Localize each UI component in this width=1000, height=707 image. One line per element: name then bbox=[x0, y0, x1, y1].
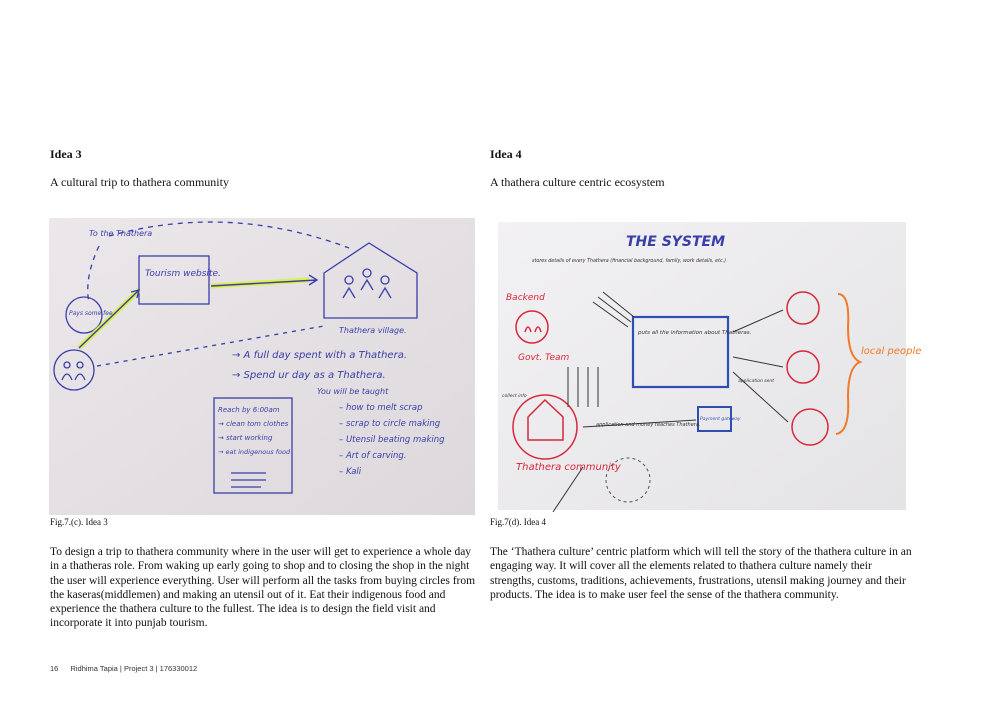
sketch-pays-fee: Pays some fee bbox=[69, 310, 113, 317]
footer-author: Ridhima Tapia | Project 3 | 176330012 bbox=[70, 664, 198, 673]
sketch-spend-day: → Spend ur day as a Thathera. bbox=[232, 370, 386, 381]
sketch-system-title: THE SYSTEM bbox=[626, 234, 726, 250]
sketch-taught-item: – Utensil beating making bbox=[339, 435, 445, 445]
idea4-body: The ‘Thathera culture’ centric platform which will tell the story of the thathera culture in an engaging way. It will cover all the elements related to thathera culture namely their strengths, customs, traditions, achievements, frustrations, utensil making journey and their products. The idea is to make user feel the sense of the thathera community. bbox=[490, 546, 912, 601]
sketch-taught-item: – Art of carving. bbox=[339, 451, 407, 461]
idea4-sketch-photo bbox=[498, 222, 922, 510]
idea4-caption: Fig.7(d). Idea 4 bbox=[490, 517, 546, 527]
sketch-schedule-item: → clean tom clothes bbox=[218, 420, 289, 428]
page-footer bbox=[50, 664, 207, 673]
idea4-heading: Idea 4 bbox=[490, 147, 522, 161]
sketch-tourism-website: Tourism website. bbox=[145, 269, 221, 279]
sketch-local-people: local people bbox=[861, 346, 922, 357]
sketch-thathera-community: Thathera community bbox=[516, 462, 621, 473]
sketch-backend: Backend bbox=[506, 293, 545, 303]
idea3-subtitle: A cultural trip to thathera community bbox=[50, 175, 229, 189]
sketch-stores-details: stores details of every Thathera (financial background, family, work details, etc.) bbox=[532, 259, 727, 264]
sketch-thathera-village: Thathera village. bbox=[339, 326, 407, 335]
idea3-body: To design a trip to thathera community where in the user will get to experience a whole day in a thatheras role. From waking up early going to shop and to closing the shop in the night the user will experience everything. User will perform all the tasks from buying circles from the kaseras(middlemen) and making an utensil out of it. Eat their indigenous food and experience the thathera culture to the fullest. The idea is to design the field visit and incorporate it into punjab tourism. bbox=[50, 546, 476, 630]
sketch-taught-item: – how to melt scrap bbox=[339, 403, 423, 413]
page-number: 16 bbox=[50, 664, 59, 673]
sketch-taught: You will be taught bbox=[317, 387, 389, 396]
idea4-subtitle: A thathera culture centric ecosystem bbox=[490, 175, 665, 189]
sketch-govt-team: Govt. Team bbox=[518, 353, 570, 363]
sketch-schedule-item: → eat indigenous food bbox=[218, 448, 291, 456]
idea3-sketch-photo bbox=[49, 218, 475, 515]
sketch-puts-info: puts all the information about Thatheras. bbox=[638, 330, 752, 336]
sketch-taught-item: – Kali bbox=[339, 467, 362, 477]
idea3-caption: Fig.7.(c). Idea 3 bbox=[50, 517, 108, 527]
sketch-schedule-item: → start working bbox=[218, 434, 273, 442]
sketch-to-thathera: To the Thathera bbox=[89, 229, 153, 238]
sketch-schedule-item: Reach by 6:00am bbox=[218, 406, 280, 414]
sketch-collect-info: collect info bbox=[502, 394, 527, 399]
sketch-application-sent: application sent bbox=[738, 379, 774, 384]
sketch-full-day: → A full day spent with a Thathera. bbox=[232, 350, 407, 361]
idea3-heading: Idea 3 bbox=[50, 147, 82, 161]
sketch-application-money: application and money reaches Thathera. bbox=[596, 422, 701, 428]
sketch-taught-item: – scrap to circle making bbox=[339, 419, 441, 429]
sketch-payment-gateway: Payment gateway bbox=[700, 417, 741, 422]
